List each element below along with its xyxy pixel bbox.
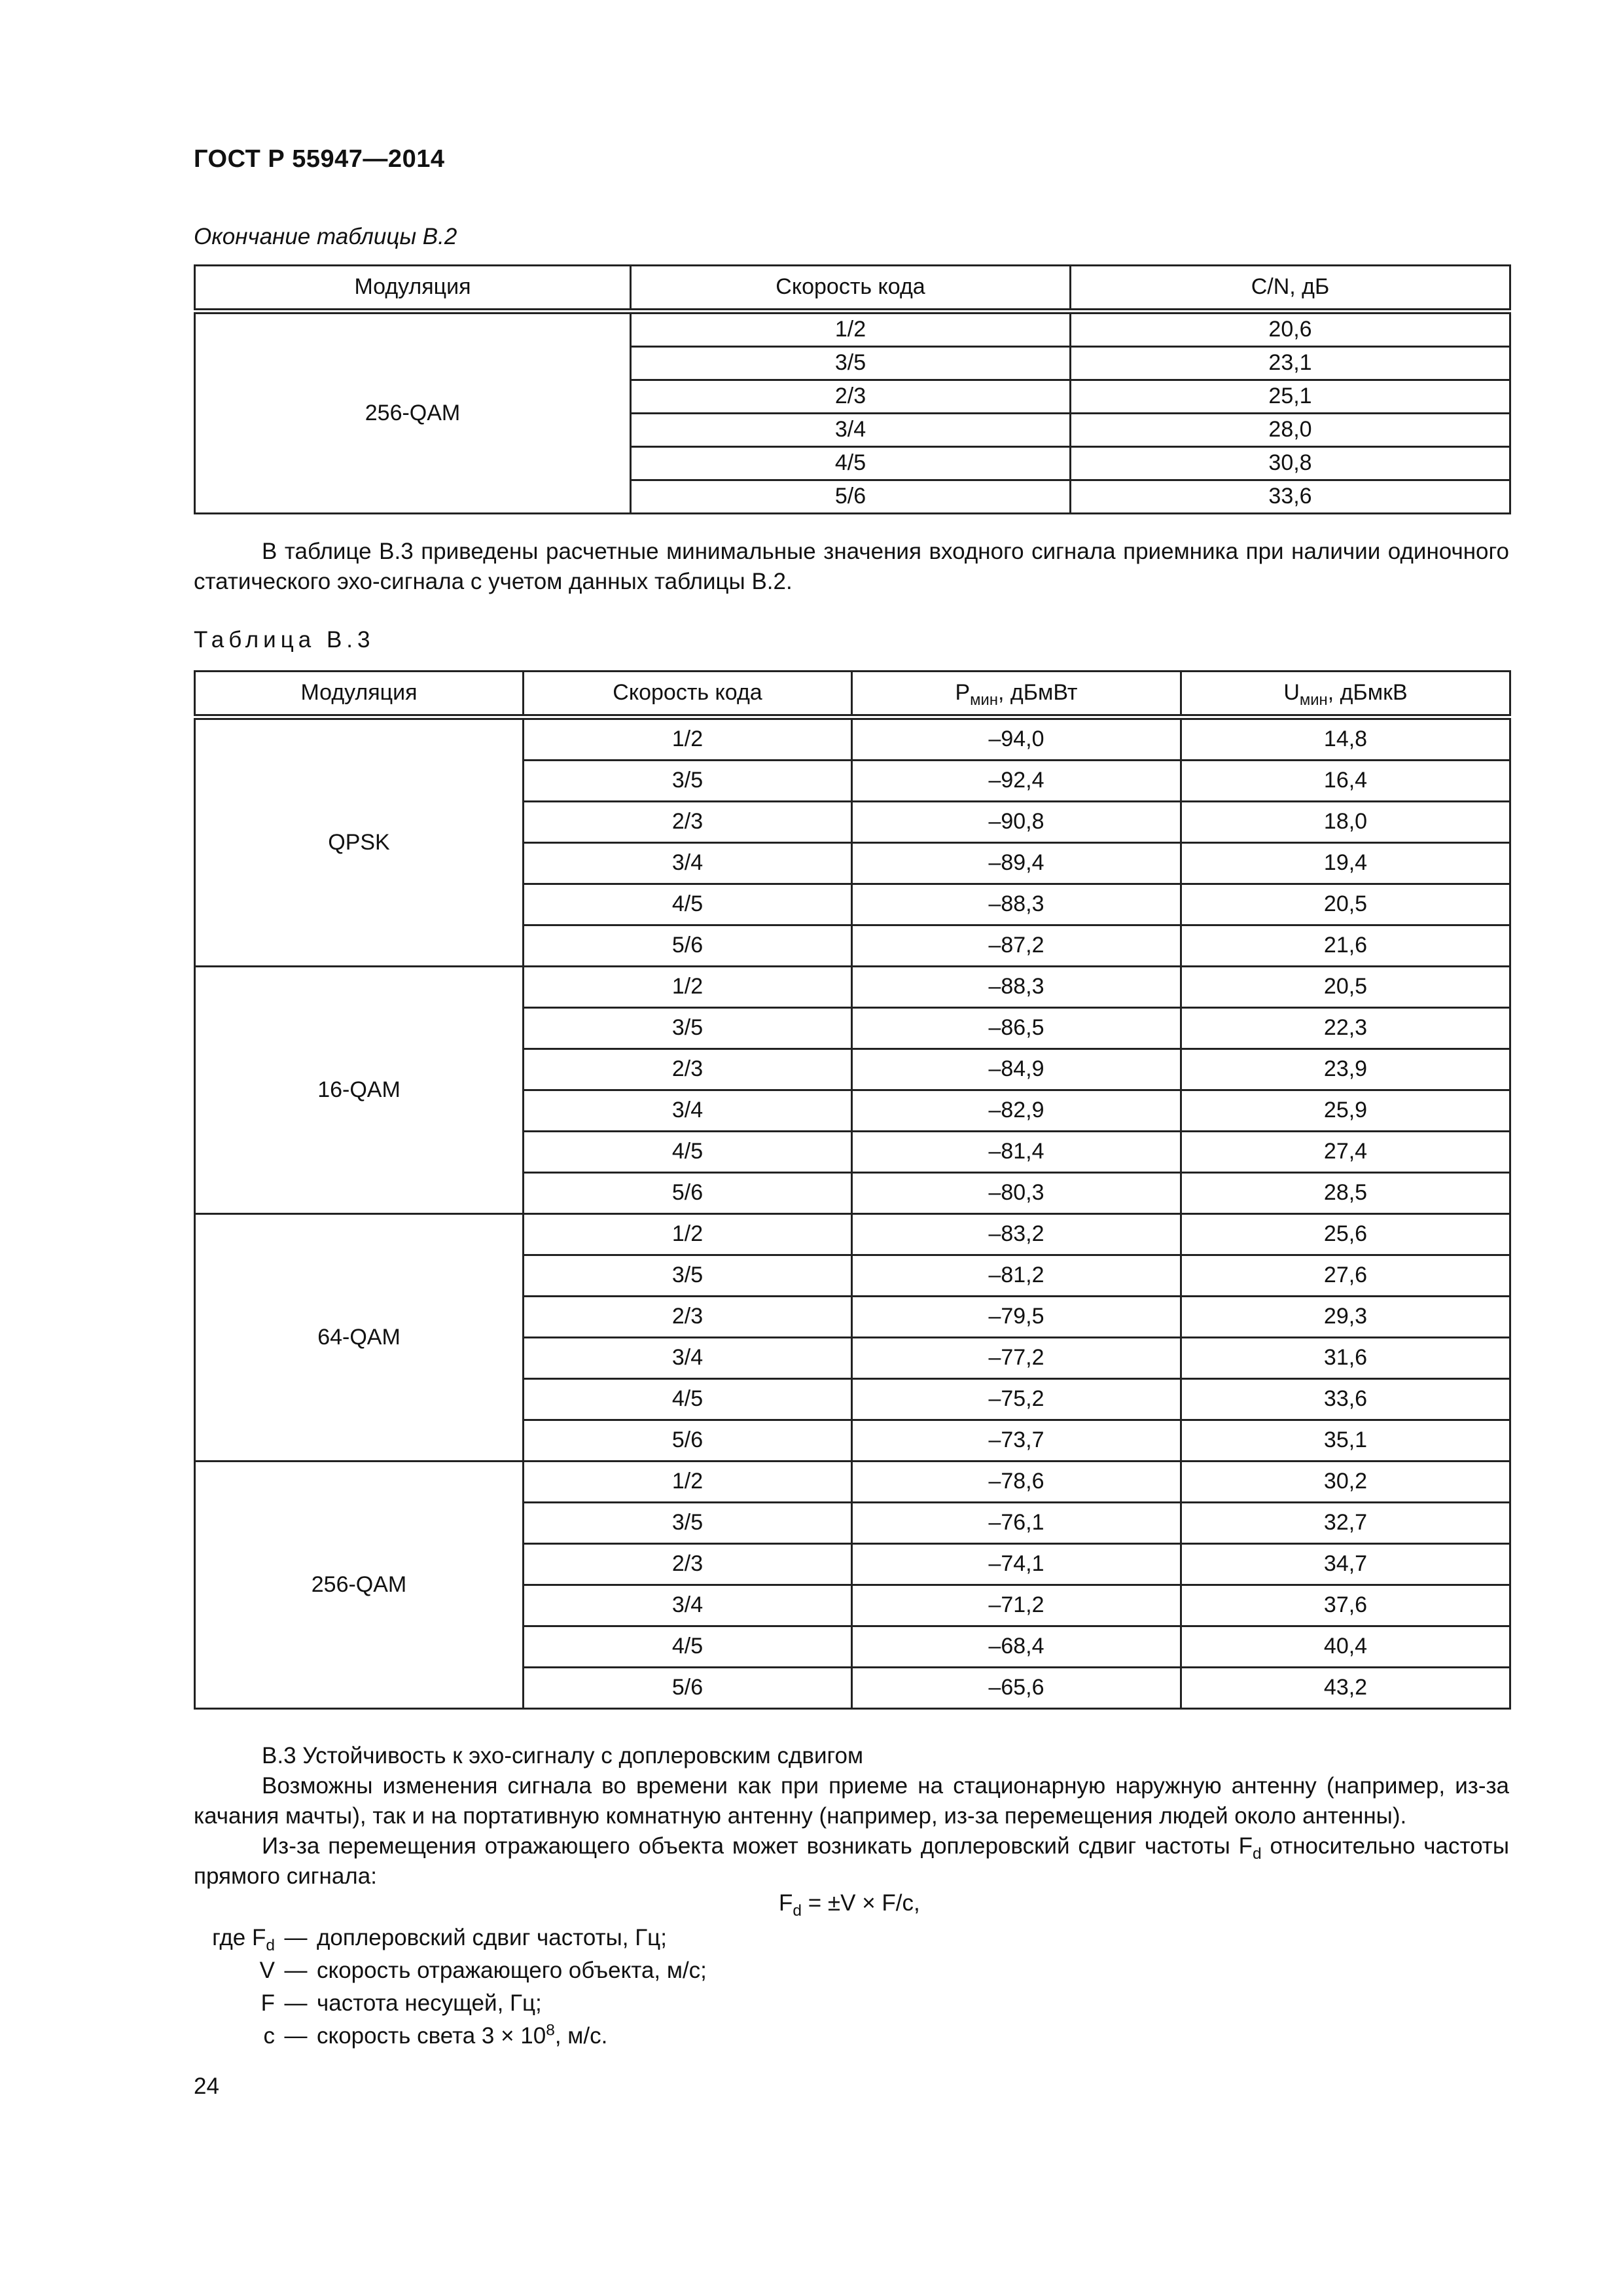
cell-code-rate: 4/5 [524,1626,852,1668]
cell-p-min: –86,5 [852,1008,1181,1049]
cell-code-rate: 5/6 [524,1420,852,1462]
column-header-modulation: Модуляция [195,672,524,717]
u-subscript: мин [1299,691,1328,709]
cell-p-min: –84,9 [852,1049,1181,1090]
cell-code-rate: 2/3 [524,1049,852,1090]
cell-u-min: 34,7 [1181,1544,1510,1585]
formula-lhs: F [779,1890,793,1916]
p-unit: , дБмВт [997,680,1078,706]
definition-row [194,1987,707,2020]
cell-p-min: –73,7 [852,1420,1181,1462]
cell-u-min: 37,6 [1181,1585,1510,1626]
cell-p-min: –88,3 [852,967,1181,1008]
table-b3 [194,670,1511,1710]
cell-u-min: 25,9 [1181,1090,1510,1132]
table-header-row [195,672,1510,717]
table-b2-caption: Окончание таблицы В.2 [194,224,457,249]
column-header-p-min [852,672,1181,717]
cell-p-min: –81,4 [852,1132,1181,1173]
cell-p-min: –92,4 [852,761,1181,802]
formula-subscript: d [793,1902,802,1920]
cell-p-min: –76,1 [852,1503,1181,1544]
table-row [195,312,1510,347]
column-header-code-rate: Скорость кода [524,672,852,717]
cell-cn: 25,1 [1071,380,1510,414]
cell-cn: 30,8 [1071,447,1510,480]
cell-p-min: –65,6 [852,1668,1181,1709]
cell-modulation: 256-QAM [195,1462,524,1709]
cell-u-min: 31,6 [1181,1338,1510,1379]
cell-modulation: 64-QAM [195,1214,524,1462]
cell-u-min: 30,2 [1181,1462,1510,1503]
symbol-letter: F [251,1925,266,1950]
section-b3-paragraph-1: Возможны изменения сигнала во времени как при приеме на стационарную наружную антенну (например, из-за качания мачты), так и на портативную комнатную антенну (например, из-за перемещения людей около антенны). [194,1773,1509,1829]
definition-symbol [194,1987,275,2020]
para2-text-end: относительно частоты прямого сигнала: [194,1833,1509,1889]
cell-code-rate: 4/5 [524,884,852,925]
definition-symbol [194,1954,275,1987]
cell-p-min: –79,5 [852,1297,1181,1338]
table-row [195,1462,1510,1503]
cell-u-min: 22,3 [1181,1008,1510,1049]
cell-code-rate: 3/4 [524,1090,852,1132]
cell-code-rate: 3/4 [524,1585,852,1626]
cell-code-rate: 4/5 [524,1379,852,1420]
cell-code-rate: 2/3 [631,380,1071,414]
cell-u-min: 33,6 [1181,1379,1510,1420]
formula-rhs: = ±V × F/c, [802,1890,920,1916]
cell-p-min: –75,2 [852,1379,1181,1420]
paragraph-intro-b3: В таблице В.3 приведены расчетные минимальные значения входного сигнала приемника при наличии одиночного статического эхо-сигнала с учетом данных таблицы В.2. [194,539,1509,594]
definition-dash: — [284,1958,308,1983]
cell-code-rate: 3/5 [631,347,1071,380]
cell-cn: 28,0 [1071,414,1510,447]
symbol-letter: F [260,1990,275,2016]
cell-code-rate: 1/2 [524,1462,852,1503]
definition-text: доплеровский сдвиг частоты, Гц; [317,1925,667,1950]
table-b2 [194,264,1511,514]
definition-row [194,1922,707,1954]
cell-code-rate: 5/6 [524,1173,852,1214]
cell-u-min: 16,4 [1181,761,1510,802]
definition-row [194,1954,707,1987]
cell-u-min: 29,3 [1181,1297,1510,1338]
cell-p-min: –74,1 [852,1544,1181,1585]
cell-p-min: –94,0 [852,717,1181,761]
table-b2-body [195,312,1510,514]
table-row [195,717,1510,761]
cell-u-min: 40,4 [1181,1626,1510,1668]
cell-cn: 23,1 [1071,347,1510,380]
symbol-subscript: d [266,1937,275,1954]
page-number: 24 [194,2073,219,2099]
cell-p-min: –80,3 [852,1173,1181,1214]
doppler-formula [779,1890,920,1920]
cell-u-min: 14,8 [1181,717,1510,761]
cell-u-min: 27,6 [1181,1255,1510,1297]
cell-p-min: –87,2 [852,925,1181,967]
cell-u-min: 35,1 [1181,1420,1510,1462]
cell-u-min: 20,5 [1181,884,1510,925]
cell-code-rate: 5/6 [524,1668,852,1709]
table-header-row [195,266,1510,312]
cell-u-min: 27,4 [1181,1132,1510,1173]
cell-p-min: –71,2 [852,1585,1181,1626]
definition-superscript: 8 [546,2021,555,2039]
cell-p-min: –82,9 [852,1090,1181,1132]
cell-p-min: –90,8 [852,802,1181,843]
table-row [195,1214,1510,1255]
cell-p-min: –83,2 [852,1214,1181,1255]
definition-symbol [194,2020,275,2053]
cell-modulation: 256-QAM [195,312,631,514]
cell-modulation: 16-QAM [195,967,524,1214]
document-header: ГОСТ Р 55947—2014 [194,145,445,173]
definition-dash: — [284,2023,308,2049]
cell-code-rate: 1/2 [524,967,852,1008]
cell-p-min: –77,2 [852,1338,1181,1379]
cell-code-rate: 3/4 [524,843,852,884]
cell-u-min: 19,4 [1181,843,1510,884]
cell-p-min: –89,4 [852,843,1181,884]
cell-u-min: 28,5 [1181,1173,1510,1214]
section-b3-paragraph-2 [194,1831,1509,1892]
cell-u-min: 43,2 [1181,1668,1510,1709]
definition-text-end: , м/с. [554,2023,608,2049]
column-header-modulation: Модуляция [195,266,631,312]
u-symbol: U [1283,680,1300,706]
formula-definitions [194,1922,707,2053]
para2-subscript: d [1252,1845,1262,1863]
definition-symbol [194,1922,275,1954]
table-row [195,967,1510,1008]
symbol-letter: V [259,1958,275,1983]
cell-code-rate: 3/5 [524,1008,852,1049]
cell-u-min: 20,5 [1181,967,1510,1008]
cell-code-rate: 3/4 [524,1338,852,1379]
u-unit: , дБмкВ [1327,680,1408,706]
cell-p-min: –68,4 [852,1626,1181,1668]
cell-u-min: 32,7 [1181,1503,1510,1544]
definition-prefix: где [212,1925,252,1950]
definition-row [194,2020,707,2053]
cell-p-min: –81,2 [852,1255,1181,1297]
cell-p-min: –78,6 [852,1462,1181,1503]
cell-code-rate: 5/6 [524,925,852,967]
cell-code-rate: 2/3 [524,802,852,843]
cell-code-rate: 1/2 [524,717,852,761]
cell-p-min: –88,3 [852,884,1181,925]
cell-cn: 33,6 [1071,480,1510,514]
cell-u-min: 25,6 [1181,1214,1510,1255]
table-b3-caption: Таблица В.3 [194,627,375,653]
definition-text: частота несущей, Гц; [317,1990,542,2016]
cell-code-rate: 1/2 [631,312,1071,347]
definition-dash: — [284,1990,308,2016]
column-header-code-rate: Скорость кода [631,266,1071,312]
cell-code-rate: 2/3 [524,1297,852,1338]
cell-u-min: 18,0 [1181,802,1510,843]
definition-dash: — [284,1925,308,1950]
column-header-u-min [1181,672,1510,717]
cell-code-rate: 3/5 [524,761,852,802]
cell-code-rate: 3/4 [631,414,1071,447]
cell-code-rate: 3/5 [524,1503,852,1544]
definition-text: скорость отражающего объекта, м/с; [317,1958,707,1983]
cell-modulation: QPSK [195,717,524,967]
cell-u-min: 23,9 [1181,1049,1510,1090]
cell-code-rate: 2/3 [524,1544,852,1585]
cell-code-rate: 3/5 [524,1255,852,1297]
cell-code-rate: 4/5 [524,1132,852,1173]
cell-cn: 20,6 [1071,312,1510,347]
symbol-letter: c [263,2023,275,2049]
para2-text: Из-за перемещения отражающего объекта может возникать доплеровский сдвиг частоты F [262,1833,1253,1859]
p-symbol: P [955,680,971,706]
cell-u-min: 21,6 [1181,925,1510,967]
cell-code-rate: 5/6 [631,480,1071,514]
cell-code-rate: 4/5 [631,447,1071,480]
column-header-cn: C/N, дБ [1071,266,1510,312]
definition-text: скорость света 3 × 10 [317,2023,546,2049]
p-subscript: мин [970,691,998,709]
cell-code-rate: 1/2 [524,1214,852,1255]
section-b3-heading: В.3 Устойчивость к эхо-сигналу с доплеровским сдвигом [262,1743,864,1768]
table-b3-body [195,717,1510,1709]
